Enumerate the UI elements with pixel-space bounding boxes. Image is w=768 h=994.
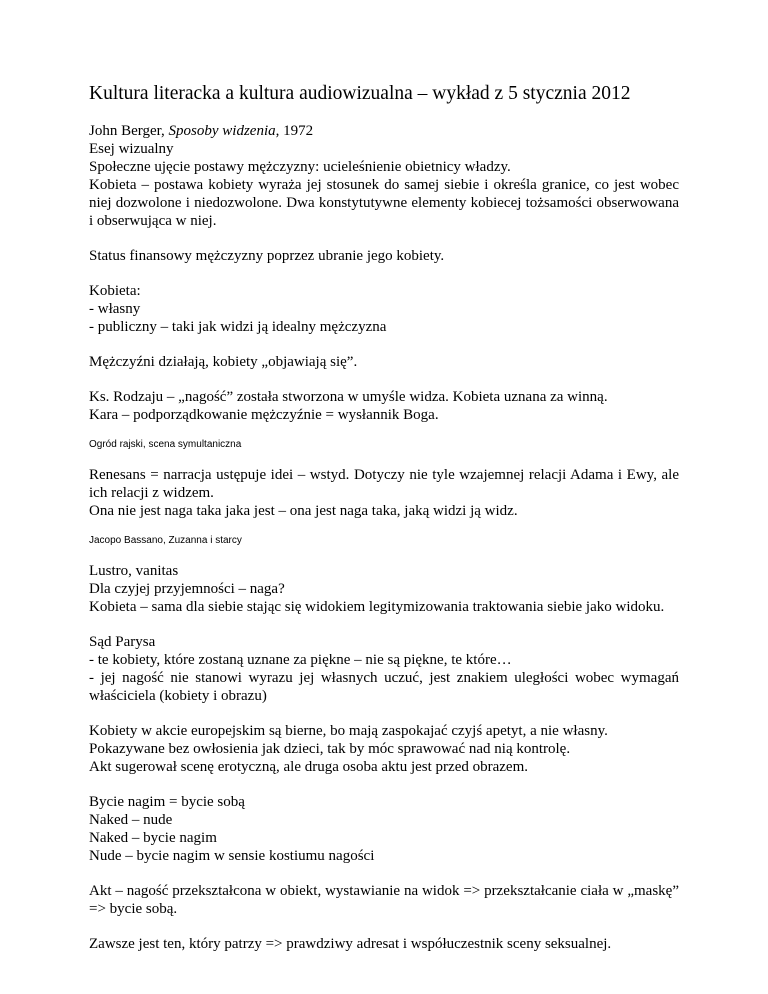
citation-year: , 1972 — [275, 123, 314, 139]
renesans-line: Ona nie jest naga taka jaka jest – ona jest naga taka, jaką widzi ją widz. — [89, 503, 518, 519]
zawsze-section — [89, 935, 679, 953]
parysa-paragraph: - jej nagość nie stanowi wyrazu jej własnych uczuć, jest znakiem uległości wobec wymagań właściciela (kobiety i obrazu) — [89, 670, 679, 704]
dzialaja-paragraph — [89, 353, 679, 371]
lustro-line: Lustro, vanitas — [89, 563, 179, 579]
document-title: Kultura literacka a kultura audiowizualna – wykład z 5 stycznia 2012 — [89, 83, 631, 104]
parysa-line: - te kobiety, które zostaną uznane za piękne – nie są piękne, te które… — [89, 652, 512, 668]
nagim-line: Nude – bycie nagim w sensie kostiumu nagości — [89, 848, 375, 864]
status-paragraph — [89, 247, 679, 265]
akt-line: Akt sugerował scenę erotyczną, ale druga osoba aktu jest przed obrazem. — [89, 759, 528, 775]
list-heading: Kobieta: — [89, 283, 141, 299]
lustro-line: Dla czyjej przyjemności – naga? — [89, 581, 285, 597]
dzialaja-text: Mężczyźni działają, kobiety „objawiają się”. — [89, 354, 358, 370]
nagim-line: Bycie nagim = bycie sobą — [89, 794, 245, 810]
document-page — [89, 82, 679, 970]
citation-author: John Berger, — [89, 123, 169, 139]
nagim-section — [89, 793, 679, 865]
akt2-section — [89, 882, 679, 918]
intro-line: Społeczne ujęcie postawy mężczyzny: ucieleśnienie obietnicy władzy. — [89, 159, 511, 175]
parysa-section — [89, 633, 679, 705]
kobieta-list — [89, 282, 679, 336]
rodzaju-section — [89, 388, 679, 424]
nagim-line: Naked – bycie nagim — [89, 830, 217, 846]
intro-paragraph: Kobieta – postawa kobiety wyraża jej stosunek do samej siebie i określa granice, co jest wobec niej dozwolone i niedozwolone. Dwa konstytutywne elementy kobiecej tożsamości obserwowana i obserwująca w niej. — [89, 177, 679, 229]
citation-book-title: Sposoby widzenia — [168, 123, 276, 139]
akt-line: Pokazywane bez owłosienia jak dzieci, tak by móc sprawować nad nią kontrolę. — [89, 741, 571, 757]
rodzaju-line: Ks. Rodzaju – „nagość” została stworzona w umyśle widza. Kobieta uznana za winną. — [89, 389, 608, 405]
intro-section — [89, 122, 679, 230]
lustro-section — [89, 562, 679, 616]
image-caption: Jacopo Bassano, Zuzanna i starcy — [89, 535, 242, 546]
zawsze-text: Zawsze jest ten, który patrzy => prawdziwy adresat i współuczestnik sceny seksualnej. — [89, 936, 612, 952]
lustro-paragraph: Kobieta – sama dla siebie stając się widokiem legitymizowania traktowania siebie jako widoku. — [89, 599, 665, 615]
akt-paragraph: Kobiety w akcie europejskim są bierne, bo mają zaspokajać czyjś apetyt, a nie własny. — [89, 723, 608, 739]
rodzaju-line: Kara – podporządkowanie mężczyźnie = wysłannik Boga. — [89, 407, 439, 423]
status-text: Status finansowy mężczyzny poprzez ubranie jego kobiety. — [89, 248, 445, 264]
nagim-line: Naked – nude — [89, 812, 173, 828]
renesans-section — [89, 466, 679, 520]
list-item: - własny — [89, 301, 141, 317]
renesans-paragraph: Renesans = narracja ustępuje idei – wstyd. Dotyczy nie tyle wzajemnej relacji Adama i Ewy, ale ich relacji z widzem. — [89, 467, 679, 501]
source-citation — [89, 122, 679, 140]
intro-line: Esej wizualny — [89, 141, 174, 157]
parysa-line: Sąd Parysa — [89, 634, 156, 650]
akt-section — [89, 722, 679, 776]
image-caption: Ogród rajski, scena symultaniczna — [89, 439, 242, 450]
list-item: - publiczny – taki jak widzi ją idealny mężczyzna — [89, 319, 387, 335]
akt2-paragraph: Akt – nagość przekształcona w obiekt, wystawianie na widok => przekształcanie ciała w „maskę” => bycie sobą. — [89, 883, 679, 917]
